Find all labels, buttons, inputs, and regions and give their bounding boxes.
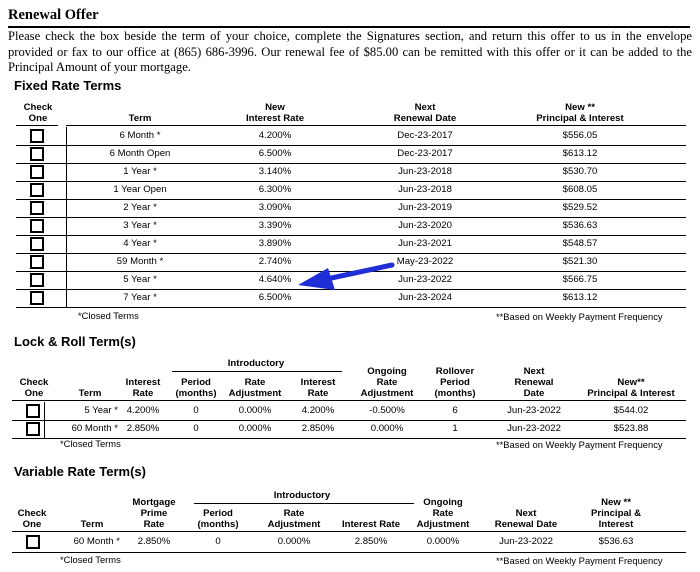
fixed-hdr-rate-2: Interest Rate: [245, 113, 305, 124]
var-hdr-period-2: (months): [197, 519, 239, 530]
var-hdr-ongoing-3: Adjustment: [416, 519, 470, 530]
variable-rate-title: Variable Rate Term(s): [14, 464, 146, 479]
arrow-head: [298, 268, 335, 290]
fixed-pi-cell: $608.05: [562, 184, 598, 195]
lock-hdr-period-1: Period: [181, 377, 211, 388]
var-hdr-pi-2: Principal &: [590, 508, 642, 519]
fixed-rate-cell: 6.500%: [258, 292, 292, 303]
lock-ongoing-cell: -0.500%: [369, 405, 405, 416]
fixed-note-closed: *Closed Terms: [78, 310, 139, 321]
var-hdr-adj-1: Rate: [283, 508, 305, 519]
fixed-date-cell: Jun-23-2018: [398, 166, 452, 177]
fixed-rate-cell: 2.740%: [258, 256, 292, 267]
fixed-term-cell: 5 Year *: [123, 274, 157, 285]
lock-hdr-next-3: Date: [523, 388, 545, 399]
renewal-offer-title: Renewal Offer: [8, 4, 690, 28]
column-divider: [44, 402, 45, 438]
fixed-pi-cell: $521.30: [562, 256, 598, 267]
lock-hdr-irate-2: Rate: [307, 388, 329, 399]
var-hdr-ongoing-1: Ongoing: [423, 497, 463, 508]
fixed-pi-cell: $536.63: [562, 220, 598, 231]
fixed-hdr-rate-1: New: [265, 102, 285, 113]
var-note-closed: *Closed Terms: [60, 554, 121, 565]
lock-hdr-check-2: One: [24, 388, 44, 399]
lock-rollover-cell: 6: [452, 405, 458, 416]
var-pi-cell: $536.63: [598, 536, 634, 547]
fixed-date-cell: Jun-23-2022: [398, 274, 452, 285]
lock-hdr-adj-2: Adjustment: [228, 388, 282, 399]
arrow-shaft: [322, 265, 392, 280]
fixed-term-cell: 2 Year *: [123, 202, 157, 213]
var-term-cell: 60 Month *: [73, 536, 120, 547]
lock-ongoing-cell: 0.000%: [370, 423, 404, 434]
var-hdr-introductory: Introductory: [273, 490, 331, 501]
fixed-date-cell: Jun-23-2020: [398, 220, 452, 231]
lock-pi-cell: $523.88: [613, 423, 649, 434]
lock-hdr-period-2: (months): [175, 388, 217, 399]
table-row: [0, 420, 700, 438]
lock-hdr-introductory: Introductory: [227, 358, 285, 369]
lock-note-weekly: **Based on Weekly Payment Frequency: [496, 439, 663, 450]
fixed-term-cell: 6 Month *: [119, 130, 161, 141]
lock-hdr-pi-1: New**: [617, 377, 645, 388]
fixed-date-cell: May-23-2022: [396, 256, 454, 267]
fixed-rate-cell: 3.090%: [258, 202, 292, 213]
fixed-hdr-pi-2: Principal & Interest: [536, 113, 624, 124]
lock-hdr-ongoing-3: Adjustment: [360, 388, 414, 399]
lock-period-cell: 0: [193, 405, 199, 416]
lock-hdr-ongoing-2: Rate: [376, 377, 398, 388]
fixed-hdr-date-2: Renewal Date: [393, 113, 457, 124]
var-hdr-ongoing-2: Rate: [432, 508, 454, 519]
var-note-weekly: **Based on Weekly Payment Frequency: [496, 555, 663, 566]
lock-term-cell: 60 Month *: [71, 423, 118, 434]
fixed-rate-cell: 6.300%: [258, 184, 292, 195]
fixed-hdr-term: Term: [128, 113, 152, 124]
row-divider: [12, 552, 686, 553]
fixed-term-cell: 7 Year *: [123, 292, 157, 303]
check-one-checkbox[interactable]: [26, 404, 40, 418]
fixed-date-cell: Jun-23-2019: [398, 202, 452, 213]
fixed-term-cell: 3 Year *: [123, 220, 157, 231]
lock-hdr-check-1: Check: [19, 377, 49, 388]
var-hdr-prime-3: Rate: [143, 519, 165, 530]
fixed-hdr-check-2: One: [28, 113, 48, 124]
var-hdr-irate: Interest Rate: [341, 519, 401, 530]
lock-note-closed: *Closed Terms: [60, 438, 121, 449]
var-ongoing-cell: 0.000%: [426, 536, 460, 547]
var-hdr-intro-line: [194, 503, 414, 504]
fixed-pi-cell: $530.70: [562, 166, 598, 177]
lock-hdr-pi-2: Principal & Interest: [587, 388, 675, 399]
var-hdr-prime-2: Prime: [140, 508, 168, 519]
check-one-checkbox[interactable]: [26, 535, 40, 549]
fixed-term-cell: 6 Month Open: [109, 148, 171, 159]
fixed-term-cell: 1 Year Open: [113, 184, 167, 195]
fixed-term-cell: 4 Year *: [123, 238, 157, 249]
var-hdr-pi-3: Interest: [598, 519, 634, 530]
lock-hdr-next-1: Next: [523, 366, 545, 377]
fixed-pi-cell: $613.12: [562, 292, 598, 303]
fixed-hdr-date-1: Next: [414, 102, 436, 113]
lock-hdr-rate-2: Rate: [132, 388, 154, 399]
fixed-rate-title: Fixed Rate Terms: [14, 78, 122, 93]
lock-adj-cell: 0.000%: [238, 405, 272, 416]
lock-period-cell: 0: [193, 423, 199, 434]
lock-hdr-ongoing-1: Ongoing: [367, 366, 407, 377]
fixed-rate-cell: 3.390%: [258, 220, 292, 231]
table-row: [0, 532, 700, 550]
lock-hdr-adj-1: Rate: [244, 377, 266, 388]
fixed-date-cell: Jun-23-2024: [398, 292, 452, 303]
lock-hdr-irate-1: Interest: [300, 377, 336, 388]
lock-hdr-intro-line: [172, 371, 342, 372]
lock-hdr-next-2: Renewal: [514, 377, 554, 388]
fixed-pi-cell: $566.75: [562, 274, 598, 285]
lock-rollover-cell: 1: [452, 423, 458, 434]
var-hdr-prime-1: Mortgage: [132, 497, 176, 508]
var-next-cell: Jun-23-2022: [499, 536, 553, 547]
fixed-rate-cell: 3.890%: [258, 238, 292, 249]
var-period-cell: 0: [215, 536, 221, 547]
fixed-date-cell: Jun-23-2021: [398, 238, 452, 249]
fixed-rate-cell: 6.500%: [258, 148, 292, 159]
lock-irate-cell: 2.850%: [301, 423, 335, 434]
lock-term-cell: 5 Year *: [84, 405, 118, 416]
fixed-date-cell: Dec-23-2017: [397, 148, 453, 159]
fixed-pi-cell: $529.52: [562, 202, 598, 213]
check-one-checkbox[interactable]: [26, 422, 40, 436]
var-hdr-check-1: Check: [17, 508, 47, 519]
var-hdr-pi-1: New **: [601, 497, 631, 508]
lock-rate-cell: 2.850%: [126, 423, 160, 434]
lock-irate-cell: 4.200%: [301, 405, 335, 416]
fixed-rate-cell: 3.140%: [258, 166, 292, 177]
var-hdr-adj-2: Adjustment: [267, 519, 321, 530]
fixed-pi-cell: $548.57: [562, 238, 598, 249]
lock-roll-title: Lock & Roll Term(s): [14, 334, 136, 349]
var-hdr-next-1: Next: [515, 508, 537, 519]
var-hdr-next-2: Renewal Date: [494, 519, 558, 530]
lock-hdr-rollover-2: Period: [440, 377, 470, 388]
var-hdr-period-1: Period: [203, 508, 233, 519]
lock-adj-cell: 0.000%: [238, 423, 272, 434]
fixed-pi-cell: $613.12: [562, 148, 598, 159]
lock-hdr-term: Term: [78, 388, 102, 399]
var-adj-cell: 0.000%: [277, 536, 311, 547]
fixed-term-cell: 1 Year *: [123, 166, 157, 177]
lock-rate-cell: 4.200%: [126, 405, 160, 416]
lock-pi-cell: $544.02: [613, 405, 649, 416]
var-hdr-term: Term: [80, 519, 104, 530]
table-row: [0, 402, 700, 420]
fixed-date-cell: Dec-23-2017: [397, 130, 453, 141]
var-hdr-check-2: One: [22, 519, 42, 530]
fixed-rate-cell: 4.200%: [258, 130, 292, 141]
var-prime-cell: 2.850%: [137, 536, 171, 547]
fixed-date-cell: Jun-23-2018: [398, 184, 452, 195]
fixed-term-cell: 59 Month *: [116, 256, 164, 267]
var-irate-cell: 2.850%: [354, 536, 388, 547]
fixed-rate-cell: 4.640%: [258, 274, 292, 285]
fixed-hdr-pi-1: New **: [565, 102, 595, 113]
fixed-note-weekly: **Based on Weekly Payment Frequency: [496, 311, 663, 322]
lock-hdr-rollover-1: Rollover: [435, 366, 475, 377]
intro-paragraph: Please check the box beside the term of your choice, complete the Signatures section, and return this offer to us in the envelope provided or fax to our office at (865) 686-3996. Our renewal fee of $85.00 can be remitted with this offer or it can be added to the Principal Amount of your mortgage.: [8, 29, 692, 74]
fixed-hdr-check-1: Check: [23, 102, 53, 113]
fixed-pi-cell: $556.05: [562, 130, 598, 141]
lock-hdr-underline: [12, 400, 686, 401]
lock-next-cell: Jun-23-2022: [507, 405, 561, 416]
lock-next-cell: Jun-23-2022: [507, 423, 561, 434]
lock-hdr-rollover-3: (months): [434, 388, 476, 399]
lock-hdr-rate-1: Interest: [125, 377, 161, 388]
